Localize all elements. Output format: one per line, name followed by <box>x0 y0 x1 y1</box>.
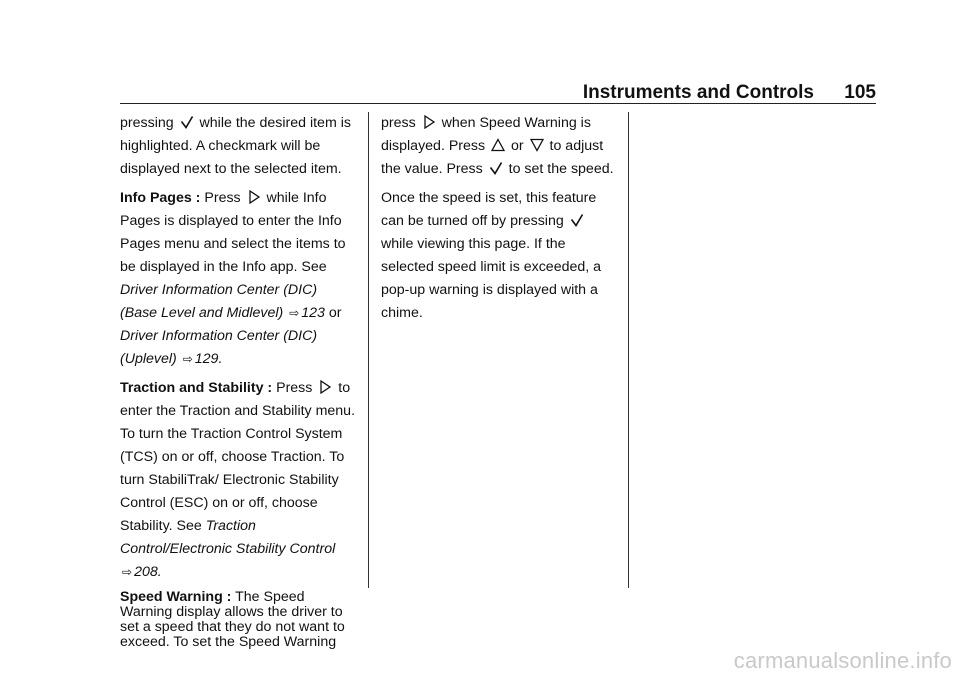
up-triangle-icon <box>491 138 505 152</box>
column-1 <box>120 112 356 656</box>
right-triangle-icon <box>422 115 436 129</box>
checkmark-icon <box>489 161 503 175</box>
page-ref[interactable]: 208 <box>134 564 158 580</box>
watermark: carmanualsonline.info <box>733 648 952 673</box>
right-triangle-icon <box>318 380 332 394</box>
paragraph-set-speed: press when Speed Warning is displayed. Press or to adjust the value. Press to set the speed. <box>381 115 614 177</box>
paragraph-info-pages: Info Pages : Press while Info Pages is displayed to enter the Info Pages menu and select the items to be displayed in the Info app. See Driver Information Center (DIC) (Base Level and Midlevel) ⇨ 123 or Driver Information Center (DIC) (Uplevel) ⇨ 129. <box>120 190 346 367</box>
term-speed-warning: Speed Warning : <box>120 589 232 605</box>
section-title: Instruments and Controls <box>582 82 814 103</box>
column-divider <box>628 112 629 588</box>
header-rule <box>120 103 876 104</box>
page-header <box>120 82 876 104</box>
paragraph-traction-stability: Traction and Stability : Press to enter the Traction and Stability menu. To turn the Traction Control System (TCS) on or off, choose Traction. To turn StabiliTrak/ Electronic Stability Control (ESC) on or off, choose Stability. See Traction Control/Electronic Stability Control ⇨ 208. <box>120 380 356 580</box>
cross-reference-link[interactable]: Traction Control/Electronic Stability Control <box>120 518 336 557</box>
page-number: 105 <box>844 82 876 103</box>
checkmark-icon <box>570 213 584 227</box>
term-traction-stability: Traction and Stability : <box>120 380 273 396</box>
cross-reference-link[interactable]: Driver Information Center (DIC) (Uplevel) <box>120 328 318 367</box>
paragraph-speed-warning: Speed Warning : The Speed Warning display allows the driver to set a speed that they do not want to exceed. To set the Speed Warning <box>120 589 345 650</box>
page-ref[interactable]: 129 <box>194 351 219 367</box>
column-2 <box>381 112 617 331</box>
paragraph-turn-off: Once the speed is set, this feature can be turned off by pressing while viewing this page. If the selected speed limit is exceeded, a pop-up warning is displayed with a chime. <box>381 190 602 321</box>
paragraph-checkmark: pressing while the desired item is highlighted. A checkmark will be displayed next to the selected item. <box>120 115 351 177</box>
page-ref-pointer-icon: ⇨ <box>289 306 300 320</box>
term-info-pages: Info Pages : <box>120 190 201 206</box>
down-triangle-icon <box>530 138 544 152</box>
page-ref[interactable]: 123 <box>301 305 325 321</box>
page-ref-pointer-icon: ⇨ <box>182 352 193 366</box>
checkmark-icon <box>180 115 194 129</box>
column-divider <box>368 112 369 588</box>
right-triangle-icon <box>247 190 261 204</box>
cross-reference-link[interactable]: Driver Information Center (DIC) (Base Level and Midlevel) <box>120 282 318 321</box>
page-ref-pointer-icon: ⇨ <box>122 565 133 579</box>
